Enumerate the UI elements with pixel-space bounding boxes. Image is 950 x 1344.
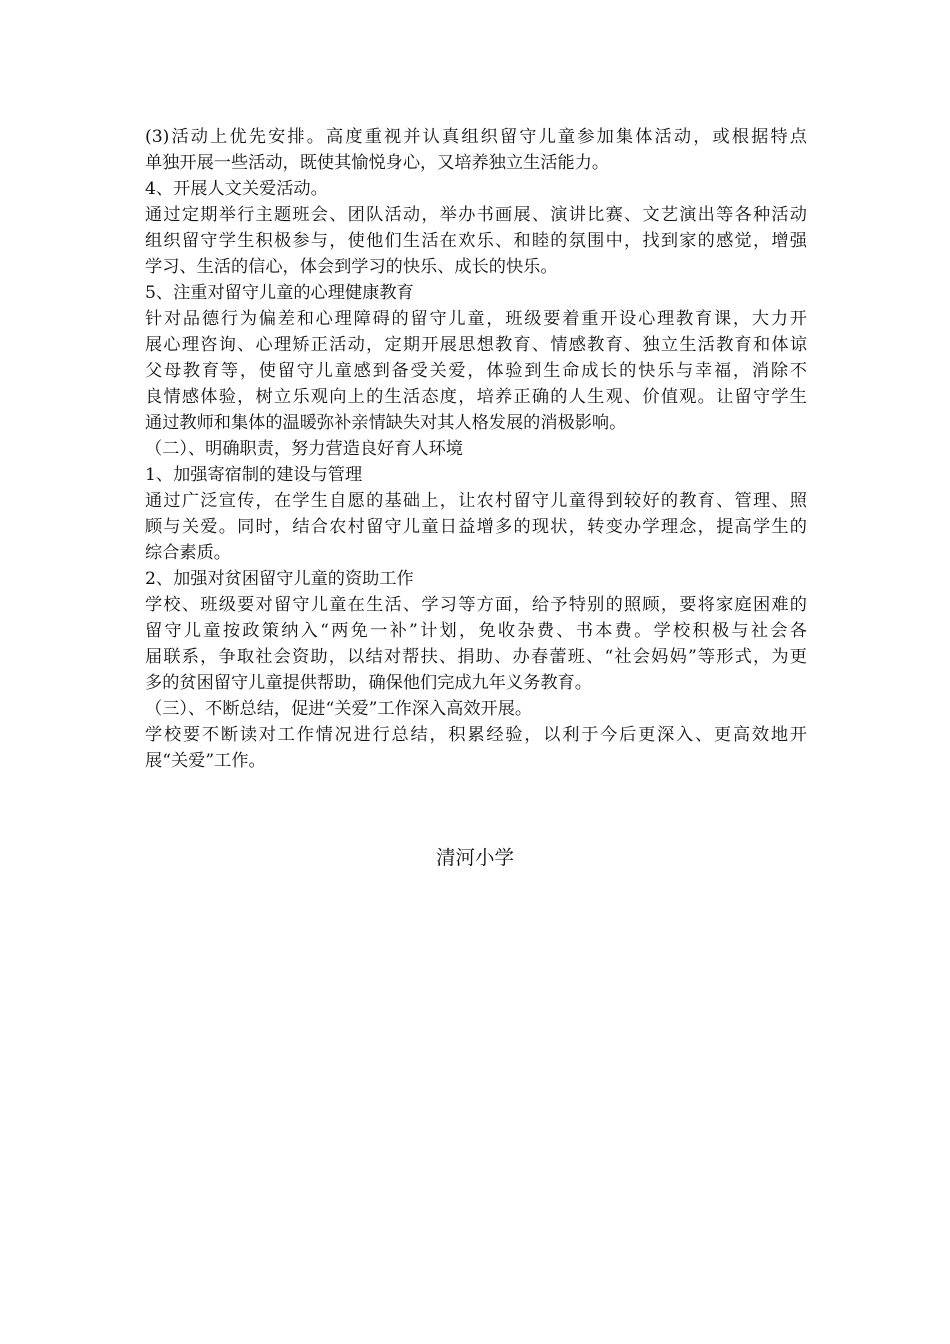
- section-heading: [145, 280, 807, 306]
- paragraph: [145, 306, 807, 436]
- section-heading: [145, 462, 807, 488]
- text-line: 通过广泛宣传，在学生自愿的基础上，让农村留守儿童得到较好的教育、管理、照: [145, 491, 807, 511]
- paragraph: [145, 722, 807, 774]
- text-line: 父母教育等，使留守儿童感到备受关爱，体验到生命成长的快乐与幸福，消除不: [145, 361, 807, 381]
- text-line: 5、注重对留守儿童的心理健康教育: [145, 283, 414, 303]
- section-heading: [145, 176, 807, 202]
- text-line: 届联系，争取社会资助，以结对帮扶、捐助、办春蕾班、“社会妈妈”等形式，为更: [145, 647, 807, 667]
- paragraph: [145, 488, 807, 566]
- text-line: 2、加强对贫困留守儿童的资助工作: [145, 569, 414, 589]
- text-line: 4、开展人文关爱活动。: [145, 179, 328, 199]
- text-line: 1、加强寄宿制的建设与管理: [145, 465, 363, 485]
- text-line: 针对品德行为偏差和心理障碍的留守儿童，班级要着重开设心理教育课，大力开: [145, 309, 807, 329]
- text-line: 多的贫困留守儿童提供帮助，确保他们完成九年义务教育。: [145, 673, 592, 693]
- paragraph: [145, 202, 807, 280]
- text-line: 单独开展一些活动，既使其愉悦身心，又培养独立生活能力。: [145, 153, 610, 173]
- text-line: 留守儿童按政策纳入“两免一补”计划，免收杂费、书本费。学校积极与社会各: [145, 621, 807, 641]
- text-line: 良情感体验，树立乐观向上的生活态度，培养正确的人生观、价值观。让留守学生: [145, 387, 807, 407]
- text-line: 展“关爱”工作。: [145, 751, 266, 771]
- section-heading: [145, 566, 807, 592]
- document-body: [145, 124, 807, 774]
- text-line: 顾与关爱。同时，结合农村留守儿童日益增多的现状，转变办学理念，提高学生的: [145, 517, 807, 537]
- text-line: 学校要不断读对工作情况进行总结，积累经验，以利于今后更深入、更高效地开: [145, 725, 807, 745]
- text-line: （三）、不断总结，促进“关爱”工作深入高效开展。: [145, 699, 533, 719]
- text-line: 学校、班级要对留守儿童在生活、学习等方面，给予特别的照顾，要将家庭困难的: [145, 595, 807, 615]
- text-line: 展心理咨询、心理矫正活动，定期开展思想教育、情感教育、独立生活教育和体谅: [145, 335, 807, 355]
- section-heading: [145, 696, 807, 722]
- text-line: 通过定期举行主题班会、团队活动，举办书画展、演讲比赛、文艺演出等各种活动: [145, 205, 807, 225]
- paragraph: [145, 124, 807, 176]
- text-line: （二）、明确职责，努力营造良好育人环境: [145, 439, 463, 459]
- paragraph: [145, 592, 807, 696]
- text-line: 组织留守学生积极参与，使他们生活在欢乐、和睦的氛围中，找到家的感觉，增强: [145, 231, 807, 251]
- signature: 清河小学: [435, 846, 514, 869]
- text-line: (3)活动上优先安排。高度重视并认真组织留守儿童参加集体活动，或根据特点: [145, 127, 807, 147]
- text-line: 学习、生活的信心，体会到学习的快乐、成长的快乐。: [145, 257, 558, 277]
- text-line: 通过教师和集体的温暖弥补亲情缺失对其人格发展的消极影响。: [145, 413, 627, 433]
- text-line: 综合素质。: [145, 543, 231, 563]
- section-heading: [145, 436, 807, 462]
